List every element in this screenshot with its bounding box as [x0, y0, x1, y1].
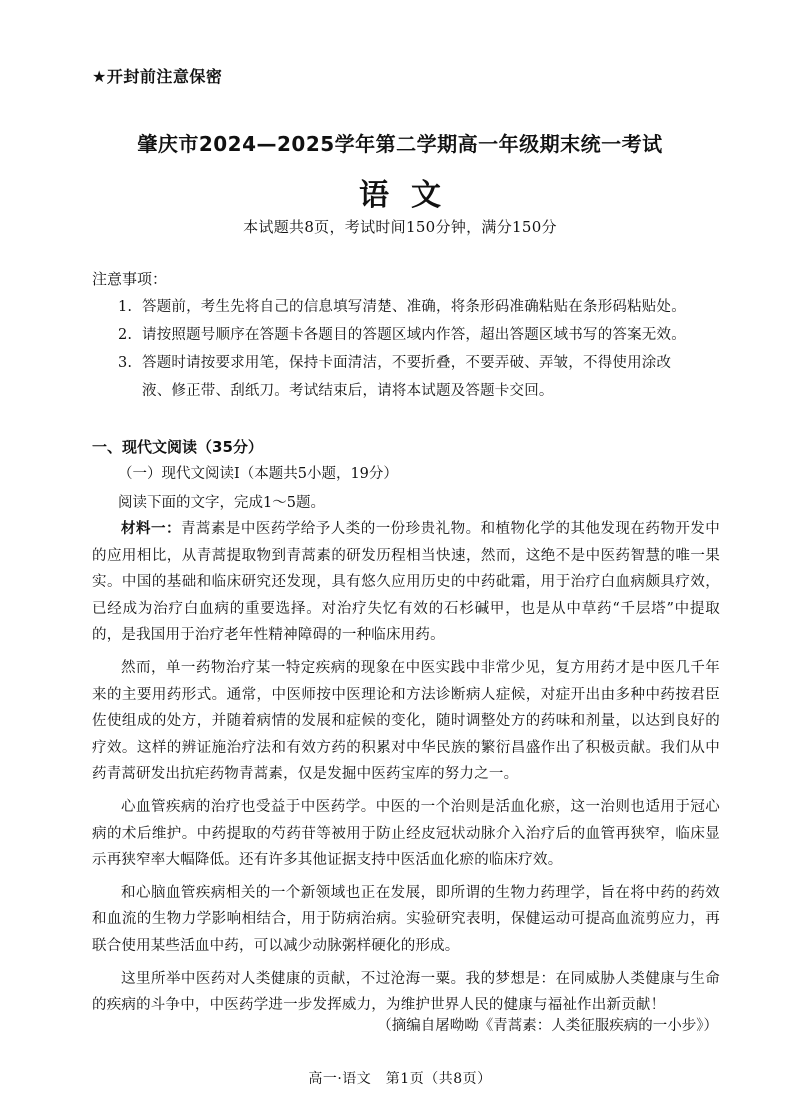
- note-item-3: [118, 349, 720, 405]
- note-number: 3.: [118, 355, 133, 371]
- exam-title: 肇庆市2024—2025学年第二学期高一年级期末统一考试: [137, 132, 663, 156]
- paragraph: 和心脑血管疾病相关的一个新领域也正在发展，即所谓的生物力药理学，旨在将中药的药效和血流的生物力学影响相结合，用于防病治病。实验研究表明，保健运动可提高血流剪应力，再联合使用某些活血中药，可以减少动脉粥样硬化的形成。: [92, 884, 720, 954]
- subject-title: 语文: [359, 178, 463, 213]
- paragraph: 心血管疾病的治疗也受益于中医药学。中医的一个治则是活血化瘀，这一治则也适用于冠心病的术后维护。中药提取的芍药苷等被用于防止经皮冠状动脉介入治疗后的血管再狭窄，临床显示再狭窄率大幅降低。还有许多其他证据支持中医活血化瘀的临床疗效。: [92, 798, 720, 869]
- note-text-continued: 液、修正带、刮纸刀。考试结束后，请将本试题及答题卡交回。: [142, 383, 554, 399]
- sub-section-heading: （一）现代文阅读Ⅰ（本题共5小题，19分）: [118, 466, 398, 482]
- material-one: [92, 516, 720, 1019]
- note-number: 1.: [118, 299, 133, 315]
- notes-heading: 注意事项：: [92, 270, 168, 288]
- source-citation: （摘编自屠呦呦《青蒿素：人类征服疾病的一小步》）: [377, 1018, 718, 1034]
- page-footer: 高一·语文 第1页（共8页）: [308, 1071, 492, 1087]
- material-label: 材料一：: [121, 521, 181, 537]
- paragraph: 这里所举中医药对人类健康的贡献，不过沧海一粟。我的梦想是：在同威胁人类健康与生命的疾病的斗争中，中医药学进一步发挥威力，为维护世界人民的健康与福祉作出新贡献！: [92, 970, 720, 1014]
- paragraph: 然而，单一药物治疗某一特定疾病的现象在中医实践中非常少见，复方用药才是中医几千年来的主要用药形式。通常，中医师按中医理论和方法诊断病人症候，对症开出由多种中药按君臣佐使组成的处方，并随着病情的发展和症候的变化，随时调整处方的药味和剂量，以达到良好的疗效。这样的辨证施治疗法和有效方药的积累对中华民族的繁衍昌盛作出了积极贡献。我们从中药青蒿研发出抗疟药物青蒿素，仅是发掘中医药宝库的努力之一。: [92, 659, 720, 783]
- note-item-1: [118, 293, 720, 321]
- secret-mark: ★开封前注意保密: [92, 67, 223, 86]
- note-text: 答题前，考生先将自己的信息填写清楚、准确，将条形码准确粘贴在条形码粘贴处。: [142, 299, 686, 315]
- section-heading: 一、现代文阅读（35分）: [92, 438, 263, 456]
- exam-info: 本试题共8页，考试时间150分钟，满分150分: [243, 218, 557, 236]
- note-item-2: [118, 321, 720, 349]
- reading-instruction: 阅读下面的文字，完成1～5题。: [118, 495, 325, 511]
- note-number: 2.: [118, 327, 133, 343]
- paragraph: 材料一：青蒿素是中医药学给予人类的一份珍贵礼物。和植物化学的其他发现在药物开发中的应用相比，从青蒿提取物到青蒿素的研发历程相当快速，然而，这绝不是中医药智慧的唯一果实。中国的基础和临床研究还发现，具有悠久应用历史的中药砒霜，用于治疗白血病颇具疗效，已经成为治疗白血病的重要选择。对治疗失忆有效的石杉碱甲，也是从中草药“千层塔”中提取的，是我国用于治疗老年性精神障碍的一种临床用药。: [92, 521, 720, 644]
- note-text: 答题时请按要求用笔，保持卡面清洁，不要折叠，不要弄破、弄皱，不得使用涂改: [142, 355, 672, 371]
- note-text: 请按照题号顺序在答题卡各题目的答题区域内作答，超出答题区域书写的答案无效。: [142, 327, 686, 343]
